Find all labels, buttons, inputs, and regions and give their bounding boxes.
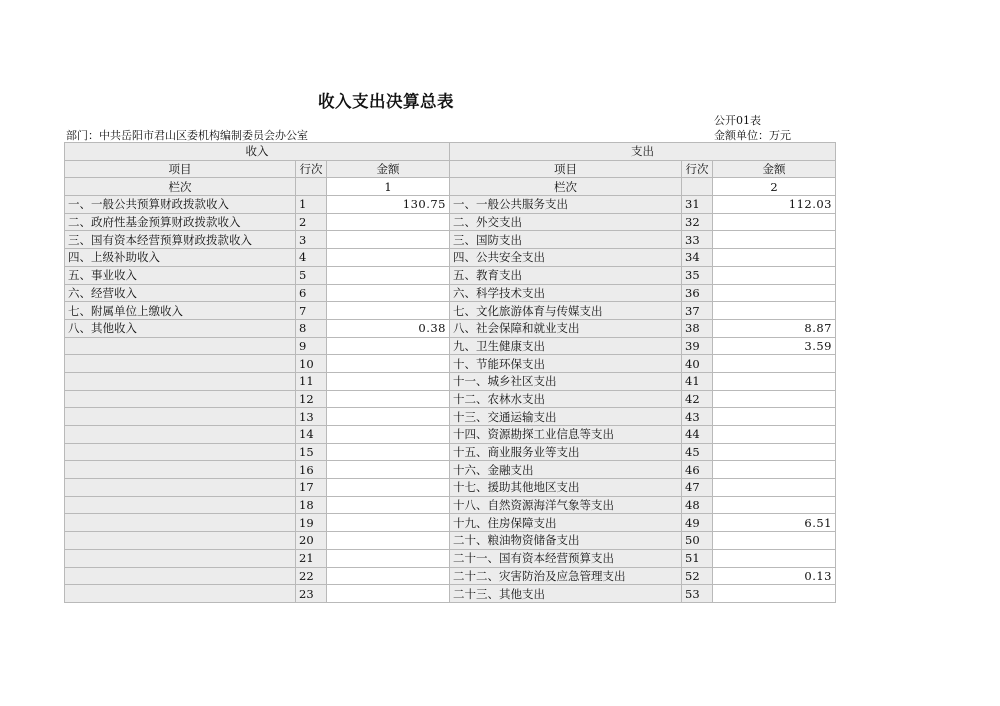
income-column-no-label: 栏次 (65, 178, 296, 196)
expense-column-no: 2 (713, 178, 836, 196)
expense-item-cell: 二、外交支出 (450, 213, 682, 231)
section-header-row (65, 143, 836, 161)
expense-item-cell: 二十、粮油物资储备支出 (450, 532, 682, 550)
table-row (65, 514, 836, 532)
expense-item-cell: 十二、农林水支出 (450, 390, 682, 408)
expense-amount-cell: 0.13 (713, 567, 836, 585)
income-rowno-cell: 16 (296, 461, 327, 479)
table-row (65, 408, 836, 426)
column-number-row (65, 178, 836, 196)
expense-amount-cell (713, 549, 836, 567)
table-row (65, 372, 836, 390)
table-row (65, 284, 836, 302)
income-rowno-cell: 7 (296, 302, 327, 320)
expense-rowno-cell: 50 (682, 532, 713, 550)
income-amount-cell (327, 461, 450, 479)
income-item-cell (65, 390, 296, 408)
expense-amount-cell (713, 532, 836, 550)
expense-amount-cell: 3.59 (713, 337, 836, 355)
expense-item-cell: 一、一般公共服务支出 (450, 196, 682, 214)
income-amount-cell (327, 549, 450, 567)
expense-rowno-cell: 52 (682, 567, 713, 585)
income-amount-cell (327, 585, 450, 603)
income-amount-cell (327, 408, 450, 426)
income-rowno-cell: 21 (296, 549, 327, 567)
income-amount-cell (327, 213, 450, 231)
expense-item-cell: 三、国防支出 (450, 231, 682, 249)
table-row (65, 355, 836, 373)
expense-item-cell: 二十一、国有资本经营预算支出 (450, 549, 682, 567)
income-amount-cell (327, 372, 450, 390)
income-rowno-cell: 4 (296, 249, 327, 267)
expense-amount-cell (713, 461, 836, 479)
table-row (65, 390, 836, 408)
expense-rowno-cell: 40 (682, 355, 713, 373)
income-rowno-cell: 20 (296, 532, 327, 550)
expense-rowno-cell: 35 (682, 266, 713, 284)
expense-rowno-cell: 37 (682, 302, 713, 320)
table-row (65, 479, 836, 497)
income-rowno-blank (296, 178, 327, 196)
income-rowno-cell: 6 (296, 284, 327, 302)
income-item-cell (65, 514, 296, 532)
table-row (65, 196, 836, 214)
income-amount-cell (327, 514, 450, 532)
expense-item-cell: 十、节能环保支出 (450, 355, 682, 373)
income-rowno-cell: 8 (296, 319, 327, 337)
income-rowno-cell: 10 (296, 355, 327, 373)
expense-rowno-cell: 45 (682, 443, 713, 461)
expense-amount-cell (713, 355, 836, 373)
income-rowno-cell: 3 (296, 231, 327, 249)
income-rowno-cell: 14 (296, 426, 327, 444)
expense-item-cell: 八、社会保障和就业支出 (450, 319, 682, 337)
expense-amount-cell (713, 408, 836, 426)
expense-amount-cell (713, 496, 836, 514)
table-row (65, 213, 836, 231)
table-row (65, 461, 836, 479)
income-rowno-cell: 23 (296, 585, 327, 603)
income-amount-header: 金额 (327, 160, 450, 178)
income-expense-table (64, 142, 836, 603)
expense-item-cell: 九、卫生健康支出 (450, 337, 682, 355)
table-row (65, 266, 836, 284)
table-row (65, 532, 836, 550)
expense-rowno-cell: 38 (682, 319, 713, 337)
income-amount-cell (327, 496, 450, 514)
income-item-cell (65, 355, 296, 373)
expense-rowno-cell: 42 (682, 390, 713, 408)
expense-amount-cell (713, 426, 836, 444)
income-rowno-cell: 17 (296, 479, 327, 497)
income-rowno-cell: 12 (296, 390, 327, 408)
income-amount-cell (327, 479, 450, 497)
expense-item-cell: 十五、商业服务业等支出 (450, 443, 682, 461)
expense-rowno-cell: 48 (682, 496, 713, 514)
expense-rowno-cell: 36 (682, 284, 713, 302)
page-title: 收入支出决算总表 (318, 92, 454, 111)
income-item-cell (65, 479, 296, 497)
table-row (65, 337, 836, 355)
income-amount-cell (327, 249, 450, 267)
income-amount-cell (327, 266, 450, 284)
expense-item-cell: 十七、援助其他地区支出 (450, 479, 682, 497)
income-rowno-cell: 5 (296, 266, 327, 284)
expense-rowno-cell: 34 (682, 249, 713, 267)
income-amount-cell: 130.75 (327, 196, 450, 214)
expense-item-cell: 十四、资源勘探工业信息等支出 (450, 426, 682, 444)
income-rowno-cell: 15 (296, 443, 327, 461)
income-item-cell: 四、上级补助收入 (65, 249, 296, 267)
expense-rowno-cell: 41 (682, 372, 713, 390)
income-item-cell (65, 408, 296, 426)
income-item-cell (65, 337, 296, 355)
expense-item-header: 项目 (450, 160, 682, 178)
form-number: 公开01表 (714, 114, 761, 127)
expense-amount-cell (713, 249, 836, 267)
table-row (65, 496, 836, 514)
income-amount-cell (327, 302, 450, 320)
expense-amount-cell (713, 443, 836, 461)
income-item-cell (65, 461, 296, 479)
income-column-no: 1 (327, 178, 450, 196)
income-rowno-cell: 11 (296, 372, 327, 390)
expense-item-cell: 六、科学技术支出 (450, 284, 682, 302)
expense-rowno-cell: 49 (682, 514, 713, 532)
income-item-cell (65, 567, 296, 585)
income-rowno-cell: 18 (296, 496, 327, 514)
income-rowno-header: 行次 (296, 160, 327, 178)
income-rowno-cell: 2 (296, 213, 327, 231)
table-row (65, 549, 836, 567)
income-item-cell: 六、经营收入 (65, 284, 296, 302)
income-item-cell: 二、政府性基金预算财政拨款收入 (65, 213, 296, 231)
expense-rowno-cell: 33 (682, 231, 713, 249)
income-rowno-cell: 13 (296, 408, 327, 426)
income-item-cell (65, 549, 296, 567)
income-item-cell (65, 496, 296, 514)
income-amount-cell (327, 355, 450, 373)
income-section-header: 收入 (65, 143, 450, 161)
expense-item-cell: 二十二、灾害防治及应急管理支出 (450, 567, 682, 585)
expense-rowno-cell: 39 (682, 337, 713, 355)
income-item-cell: 八、其他收入 (65, 319, 296, 337)
income-item-cell (65, 426, 296, 444)
column-header-row (65, 160, 836, 178)
expense-amount-cell (713, 390, 836, 408)
expense-rowno-cell: 32 (682, 213, 713, 231)
income-amount-cell (327, 284, 450, 302)
income-rowno-cell: 1 (296, 196, 327, 214)
expense-amount-cell (713, 231, 836, 249)
expense-amount-cell (713, 302, 836, 320)
expense-item-cell: 五、教育支出 (450, 266, 682, 284)
expense-amount-cell (713, 213, 836, 231)
expense-rowno-cell: 53 (682, 585, 713, 603)
table-row (65, 426, 836, 444)
expense-amount-cell (713, 585, 836, 603)
income-item-cell (65, 372, 296, 390)
expense-amount-cell (713, 372, 836, 390)
table-row (65, 302, 836, 320)
income-amount-cell (327, 426, 450, 444)
expense-item-cell: 十一、城乡社区支出 (450, 372, 682, 390)
expense-amount-header: 金额 (713, 160, 836, 178)
income-amount-cell (327, 231, 450, 249)
expense-amount-cell (713, 266, 836, 284)
expense-rowno-cell: 51 (682, 549, 713, 567)
expense-rowno-header: 行次 (682, 160, 713, 178)
expense-item-cell: 十六、金融支出 (450, 461, 682, 479)
expense-amount-cell: 112.03 (713, 196, 836, 214)
income-amount-cell (327, 567, 450, 585)
expense-item-cell: 十八、自然资源海洋气象等支出 (450, 496, 682, 514)
expense-item-cell: 七、文化旅游体育与传媒支出 (450, 302, 682, 320)
income-amount-cell (327, 390, 450, 408)
income-item-cell: 五、事业收入 (65, 266, 296, 284)
amount-unit-label: 金额单位：万元 (714, 129, 791, 142)
table-row (65, 585, 836, 603)
income-item-header: 项目 (65, 160, 296, 178)
expense-rowno-cell: 43 (682, 408, 713, 426)
expense-amount-cell (713, 284, 836, 302)
table-row (65, 231, 836, 249)
income-amount-cell (327, 443, 450, 461)
expense-item-cell: 四、公共安全支出 (450, 249, 682, 267)
income-rowno-cell: 22 (296, 567, 327, 585)
table-row (65, 567, 836, 585)
income-amount-cell (327, 532, 450, 550)
expense-item-cell: 十三、交通运输支出 (450, 408, 682, 426)
expense-section-header: 支出 (450, 143, 836, 161)
table-row (65, 249, 836, 267)
expense-amount-cell: 6.51 (713, 514, 836, 532)
table-row (65, 443, 836, 461)
income-item-cell (65, 532, 296, 550)
income-item-cell (65, 585, 296, 603)
income-amount-cell: 0.38 (327, 319, 450, 337)
income-item-cell: 七、附属单位上缴收入 (65, 302, 296, 320)
income-amount-cell (327, 337, 450, 355)
expense-column-no-label: 栏次 (450, 178, 682, 196)
income-item-cell: 一、一般公共预算财政拨款收入 (65, 196, 296, 214)
expense-amount-cell: 8.87 (713, 319, 836, 337)
income-item-cell (65, 443, 296, 461)
expense-rowno-cell: 47 (682, 479, 713, 497)
expense-rowno-cell: 31 (682, 196, 713, 214)
income-rowno-cell: 19 (296, 514, 327, 532)
expense-amount-cell (713, 479, 836, 497)
department-label: 部门：中共岳阳市君山区委机构编制委员会办公室 (66, 129, 308, 142)
table-row (65, 319, 836, 337)
expense-rowno-cell: 46 (682, 461, 713, 479)
expense-item-cell: 十九、住房保障支出 (450, 514, 682, 532)
expense-rowno-cell: 44 (682, 426, 713, 444)
income-item-cell: 三、国有资本经营预算财政拨款收入 (65, 231, 296, 249)
income-rowno-cell: 9 (296, 337, 327, 355)
expense-item-cell: 二十三、其他支出 (450, 585, 682, 603)
expense-rowno-blank (682, 178, 713, 196)
